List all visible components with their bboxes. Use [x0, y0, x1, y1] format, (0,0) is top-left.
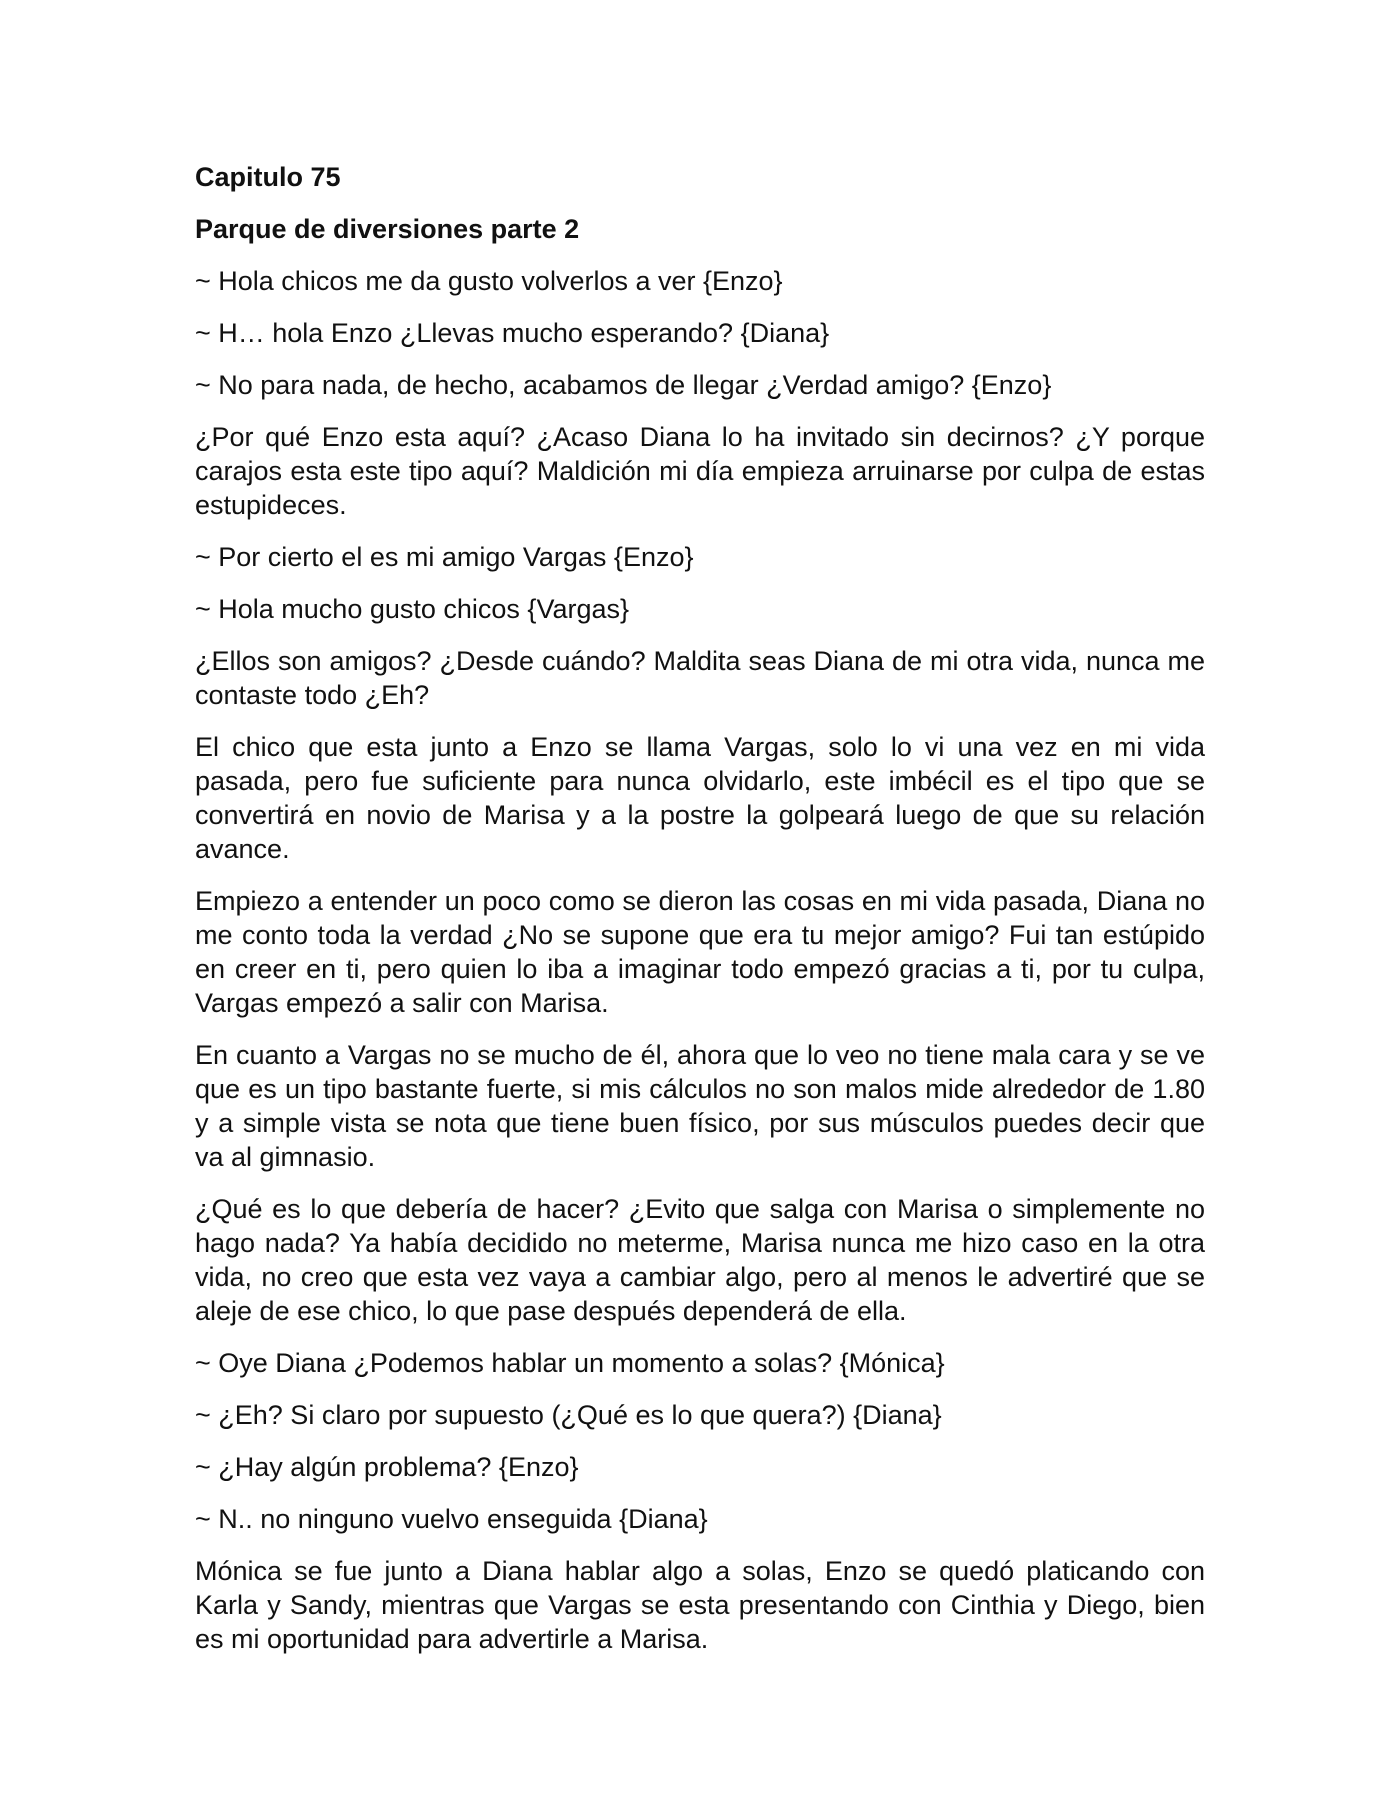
dialog-line: ~ ¿Eh? Si claro por supuesto (¿Qué es lo que quera?) {Diana} [195, 1400, 942, 1430]
dialog-line: ~ H… hola Enzo ¿Llevas mucho esperando? {Diana} [195, 318, 830, 348]
dialog-line: ~ No para nada, de hecho, acabamos de llegar ¿Verdad amigo? {Enzo} [195, 370, 1052, 400]
chapter-subtitle: Parque de diversiones parte 2 [195, 214, 580, 244]
dialog-line: ~ N.. no ninguno vuelvo enseguida {Diana} [195, 1504, 708, 1534]
dialog-line: ~ ¿Hay algún problema? {Enzo} [195, 1452, 579, 1482]
narrative-paragraph: Empiezo a entender un poco como se dieron las cosas en mi vida pasada, Diana no me conto toda la verdad ¿No se supone que era tu mejor amigo? Fui tan estúpido en creer en ti, pero quien lo iba a imaginar todo empezó gracias a ti, por tu culpa, Vargas empezó a salir con Marisa. [195, 886, 1205, 1018]
narrative-paragraph: En cuanto a Vargas no se mucho de él, ahora que lo veo no tiene mala cara y se ve que es un tipo bastante fuerte, si mis cálculos no son malos mide alrededor de 1.80 y a simple vista se nota que tiene buen físico, por sus músculos puedes decir que va al gimnasio. [195, 1040, 1205, 1172]
chapter-title: Capitulo 75 [195, 162, 341, 192]
narrative-paragraph: ¿Por qué Enzo esta aquí? ¿Acaso Diana lo ha invitado sin decirnos? ¿Y porque carajos esta este tipo aquí? Maldición mi día empieza arruinarse por culpa de estas estupideces. [195, 422, 1205, 520]
narrative-paragraph: El chico que esta junto a Enzo se llama Vargas, solo lo vi una vez en mi vida pasada, pero fue suficiente para nunca olvidarlo, este imbécil es el tipo que se convertirá en novio de Marisa y a la postre la golpeará luego de que su relación avance. [195, 732, 1205, 864]
narrative-paragraph: Mónica se fue junto a Diana hablar algo a solas, Enzo se quedó platicando con Karla y Sandy, mientras que Vargas se esta presentando con Cinthia y Diego, bien es mi oportunidad para advertirle a Marisa. [195, 1556, 1205, 1654]
dialog-line: ~ Por cierto el es mi amigo Vargas {Enzo} [195, 542, 694, 572]
narrative-paragraph: ¿Ellos son amigos? ¿Desde cuándo? Maldita seas Diana de mi otra vida, nunca me contaste todo ¿Eh? [195, 646, 1205, 710]
dialog-line: ~ Hola mucho gusto chicos {Vargas} [195, 594, 630, 624]
narrative-paragraph: ¿Qué es lo que debería de hacer? ¿Evito que salga con Marisa o simplemente no hago nada? Ya había decidido no meterme, Marisa nunca me hizo caso en la otra vida, no creo que esta vez vaya a cambiar algo, pero al menos le advertiré que se aleje de ese chico, lo que pase después dependerá de ella. [195, 1194, 1205, 1326]
dialog-line: ~ Hola chicos me da gusto volverlos a ver {Enzo} [195, 266, 783, 296]
dialog-line: ~ Oye Diana ¿Podemos hablar un momento a solas? {Mónica} [195, 1348, 945, 1378]
